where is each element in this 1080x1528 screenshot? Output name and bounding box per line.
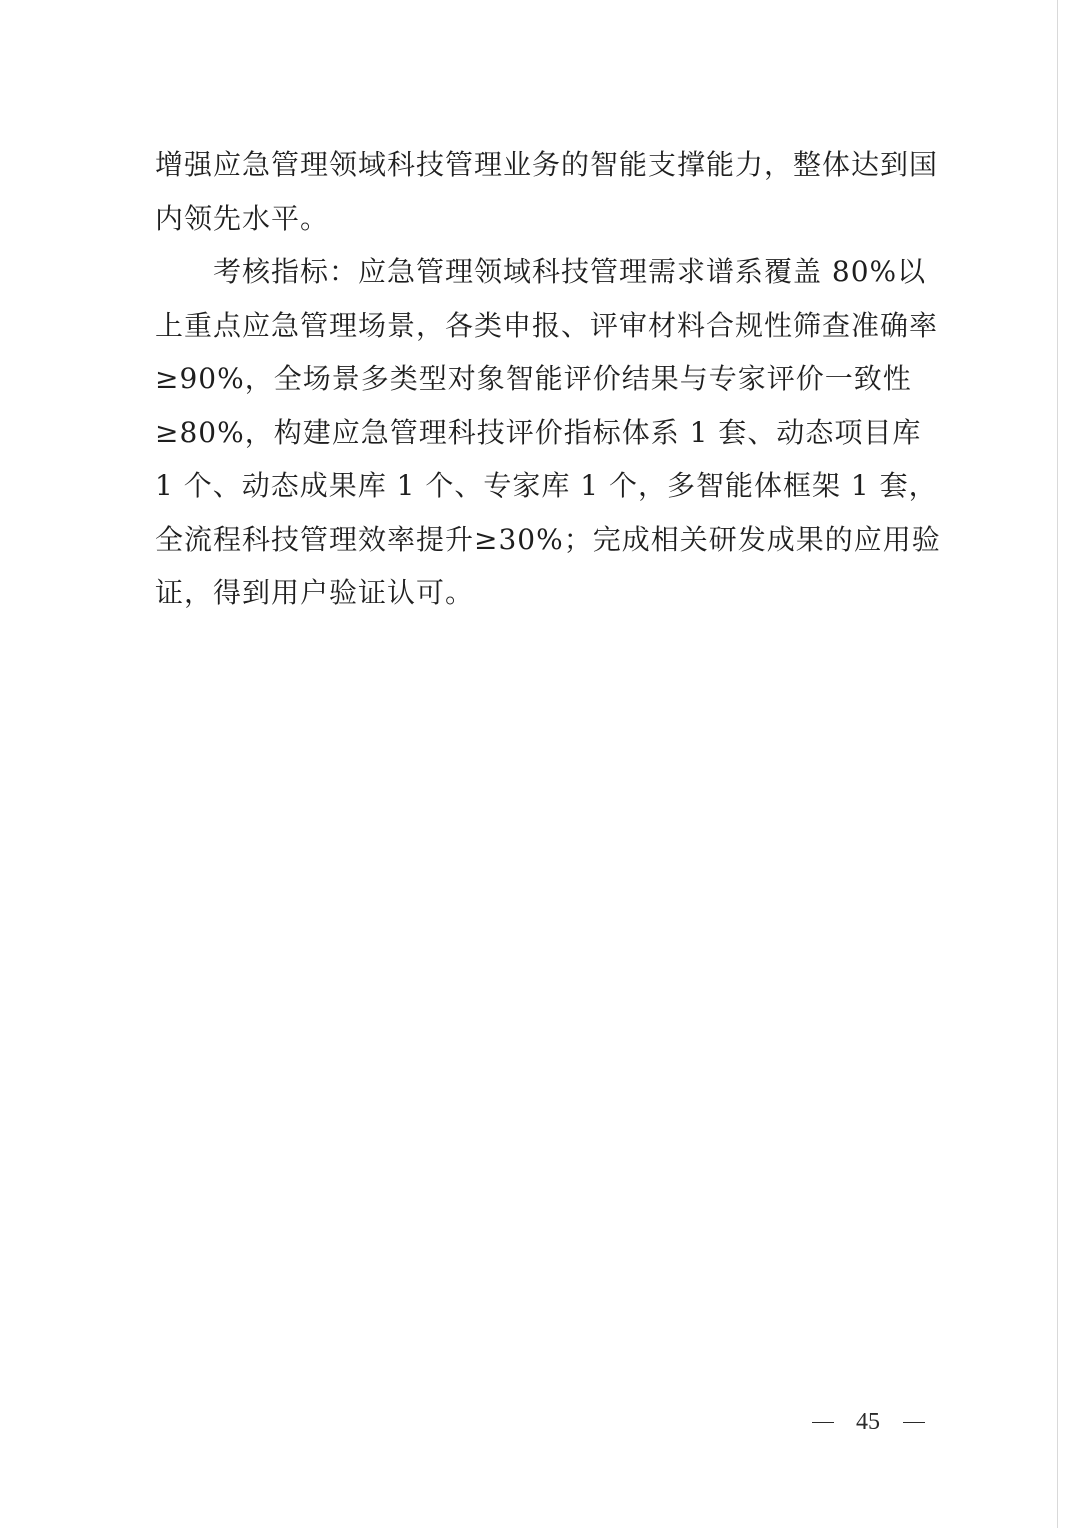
footer-dash-left (812, 1422, 834, 1423)
paragraph-assessment-indicators: 考核指标：应急管理领域科技管理需求谱系覆盖 80%以上重点应急管理场景，各类申报、评审材料合规性筛查准确率≥90%，全场景多类型对象智能评价结果与专家评价一致性≥80%，构建应急管理科技评价指标体系 1 套、动态项目库 1 个、动态成果库 1 个、专家库 1 个，多智能体框架 1 套，全流程科技管理效率提升≥30%；完成相关研发成果的应用验证，得到用户验证认可。 (155, 255, 941, 609)
document-body (155, 138, 945, 620)
page-number: 45 (856, 1409, 880, 1435)
footer-dash-right (903, 1422, 925, 1423)
page-footer (0, 1402, 1080, 1442)
page-edge-line (1057, 0, 1058, 1528)
paragraph-continuation: 增强应急管理领域科技管理业务的智能支撑能力，整体达到国内领先水平。 (155, 148, 939, 235)
